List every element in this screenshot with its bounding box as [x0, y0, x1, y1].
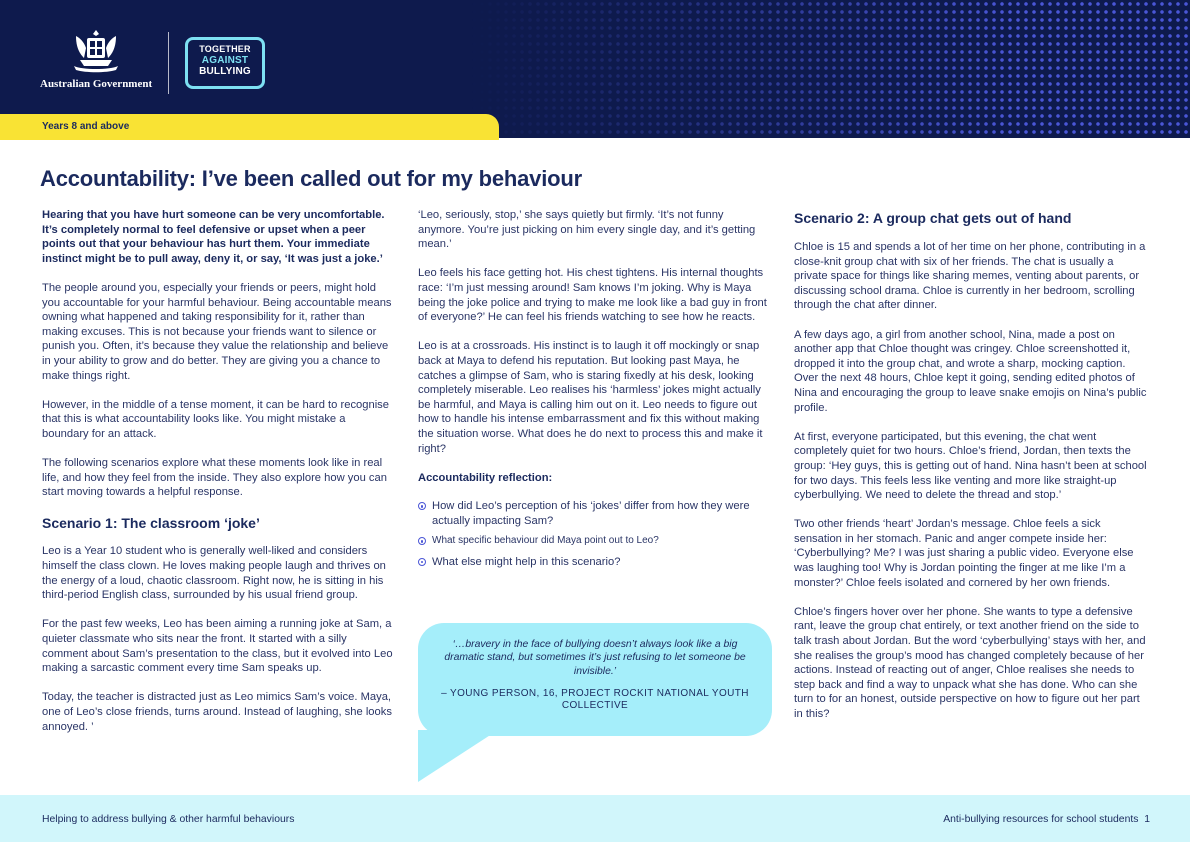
- footer-right: [943, 814, 1150, 825]
- reflection-question: What specific behaviour did Maya point out to Leo?: [432, 535, 659, 547]
- speech-bubble-tail-icon: [418, 730, 498, 782]
- reflection-list: [418, 499, 770, 569]
- footer-left-text: Helping to address bullying & other harmful behaviours: [42, 814, 295, 825]
- list-item: [418, 555, 770, 570]
- quote-text: ‘…bravery in the face of bullying doesn’t always look like a big dramatic stand, but sometimes it’s just refusing to let someone be invisible.’: [444, 639, 746, 677]
- page-number: 1: [1144, 814, 1150, 825]
- year-level-label: Years 8 and above: [42, 121, 130, 132]
- intro-paragraph: Hearing that you have hurt someone can be very uncomfortable. It’s completely normal to feel defensive or upset when a peer points out that your behaviour has hurt them. Your immediate instinct might be to pull away, deny it, or say, ‘It was just a joke.’: [42, 209, 385, 265]
- dot-pattern: [470, 0, 1190, 138]
- paragraph: Leo is at a crossroads. His instinct is to laugh it off mockingly or snap back at Maya to defend his reputation. But looking past Maya, he catches a glimpse of Sam, who is staring fixedly at his desk, looking completely miserable. Leo realises his ‘harmless’ jokes might actually be harmful, and Maya is calling him out on it. Leo needs to figure out how to handle his intense embarrassment and fix this without making the situation worse. What does he do next to process this and make it right?: [418, 340, 763, 455]
- paragraph: Today, the teacher is distracted just as Leo mimics Sam’s voice. Maya, one of Leo’s close friends, turns around. Instead of laughing, she looks annoyed. ’: [42, 691, 392, 733]
- paragraph: A few days ago, a girl from another school, Nina, made a post on another app that Chloe thought was cringey. Chloe screenshotted it, dropped it into the group chat, and wrote a sharp, mocking caption. Over the next 48 hours, Chloe kept it going, sending edited photos of Nina and encouraging the group to leave snake emojis on Nina’s public profile.: [794, 328, 1147, 414]
- logo-line-2: AGAINST: [201, 55, 249, 66]
- paragraph: Chloe’s fingers hover over her phone. She wants to type a defensive rant, leave the group chat entirely, or text another friend on the side to talk trash about Jordan. But the word ‘cyberbullying’ stays with her, and she realises the group’s mood has changed completely because of her actions. Instead of reacting out of anger, Chloe realises she needs to step back and find a way to unpack what she has done. Who can she turn to for an honest, outside perspective on how to figure out her part in this?: [794, 605, 1146, 720]
- logo-divider: [168, 32, 169, 94]
- coat-of-arms-icon: [70, 28, 122, 74]
- paragraph: Chloe is 15 and spends a lot of her time on her phone, contributing in a close-knit group chat with six of her friends. The chat is usually a private space for things like sharing memes, venting about parents, or discussing school drama. Chloe is currently in her bedroom, scrolling through the chat after dinner.: [794, 241, 1146, 312]
- list-item: [418, 499, 770, 528]
- paragraph: Leo is a Year 10 student who is generally well-liked and considers himself the class clown. He loves making people laugh and thrives on the energy of a loud, chaotic classroom. Right now, he is sitting in his third-period English class, surrounded by his usual friend group.: [42, 545, 386, 602]
- circle-bullet-icon: [418, 502, 426, 510]
- circle-bullet-icon: [418, 558, 426, 566]
- paragraph: ‘Leo, seriously, stop,’ she says quietly but firmly. ‘It’s not funny anymore. You’re just picking on him every single day, and it’s getting mean.’: [418, 209, 756, 251]
- paragraph: For the past few weeks, Leo has been aiming a running joke at Sam, a quieter classmate who sits near the front. It started with a silly comment about Sam’s presentation to the class, but it evolved into Leo making a sarcastic comment every time Sam speaks up.: [42, 618, 393, 675]
- government-label: Australian Government: [40, 78, 153, 90]
- paragraph: The following scenarios explore what these moments look like in real life, and how they feel from the inside. They also explore how you can start moving towards a helpful response.: [42, 457, 387, 499]
- logo-line-1: TOGETHER: [199, 44, 251, 54]
- paragraph: The people around you, especially your friends or peers, might hold you accountable for your harmful behaviour. Being accountable means owning what happened and taking responsibility for it, rather than making excuses. This is not because your friends want to silence or punish you. Often, it’s because they value the relationship and believe in your ability to grow and do better. They are giving you a chance to make things right.: [42, 281, 392, 382]
- page-title: Accountability: I’ve been called out for my behaviour: [40, 166, 582, 191]
- column-1: [42, 208, 394, 749]
- footer-right-text: Anti-bullying resources for school students: [943, 814, 1139, 825]
- scenario-1-heading: Scenario 1: The classroom ‘joke’: [42, 515, 260, 532]
- australian-government-logo: [40, 28, 152, 94]
- paragraph: Leo feels his face getting hot. His chest tightens. His internal thoughts race: ‘I’m just messing around! Sam knows I’m joking. Why is Maya being the joke police and trying to make me look like a bad guy in front of everyone?’ He can feel his friends watching to see how he reacts.: [418, 267, 767, 324]
- logo-line-3: BULLYING: [199, 66, 251, 77]
- quote-attribution: – YOUNG PERSON, 16, PROJECT ROCKIT NATIONAL YOUTH COLLECTIVE: [441, 688, 749, 712]
- column-3: [794, 209, 1149, 736]
- paragraph: Two other friends ‘heart’ Jordan’s message. Chloe feels a sick sensation in her stomach. Panic and anger compete inside her: ‘Cyberbullying? Me? I was just sharing a public video. Everyone else was laughing too! Why is Jordan pointing the finger at me like I’m a monster?’ Chloe feels isolated and cornered by her own friends.: [794, 518, 1134, 589]
- circle-bullet-icon: [418, 537, 426, 545]
- page-footer: [0, 795, 1190, 842]
- reflection-question: What else might help in this scenario?: [432, 556, 621, 569]
- reflection-heading: Accountability reflection:: [418, 471, 553, 484]
- paragraph: However, in the middle of a tense moment, it can be hard to recognise that this is what accountability looks like. You might mistake a boundary for an attack.: [42, 398, 390, 440]
- paragraph: At first, everyone participated, but this evening, the chat went completely quiet for two hours. Chloe’s friend, Jordan, then texts the group: ‘Hey guys, this is getting out of hand. Nina hasn’t been at school for two days. This feels less like venting and more like straight-up cyberbullying. We need to delete the thread and stop.’: [794, 430, 1147, 502]
- column-2: [418, 208, 770, 576]
- year-level-band: [0, 114, 499, 140]
- reflection-question: How did Leo’s perception of his ‘jokes’ differ from how they were actually impacting Sam?: [432, 500, 750, 527]
- scenario-2-heading: Scenario 2: A group chat gets out of hand: [794, 210, 1072, 226]
- together-against-bullying-logo: [185, 37, 265, 89]
- list-item: [418, 534, 770, 549]
